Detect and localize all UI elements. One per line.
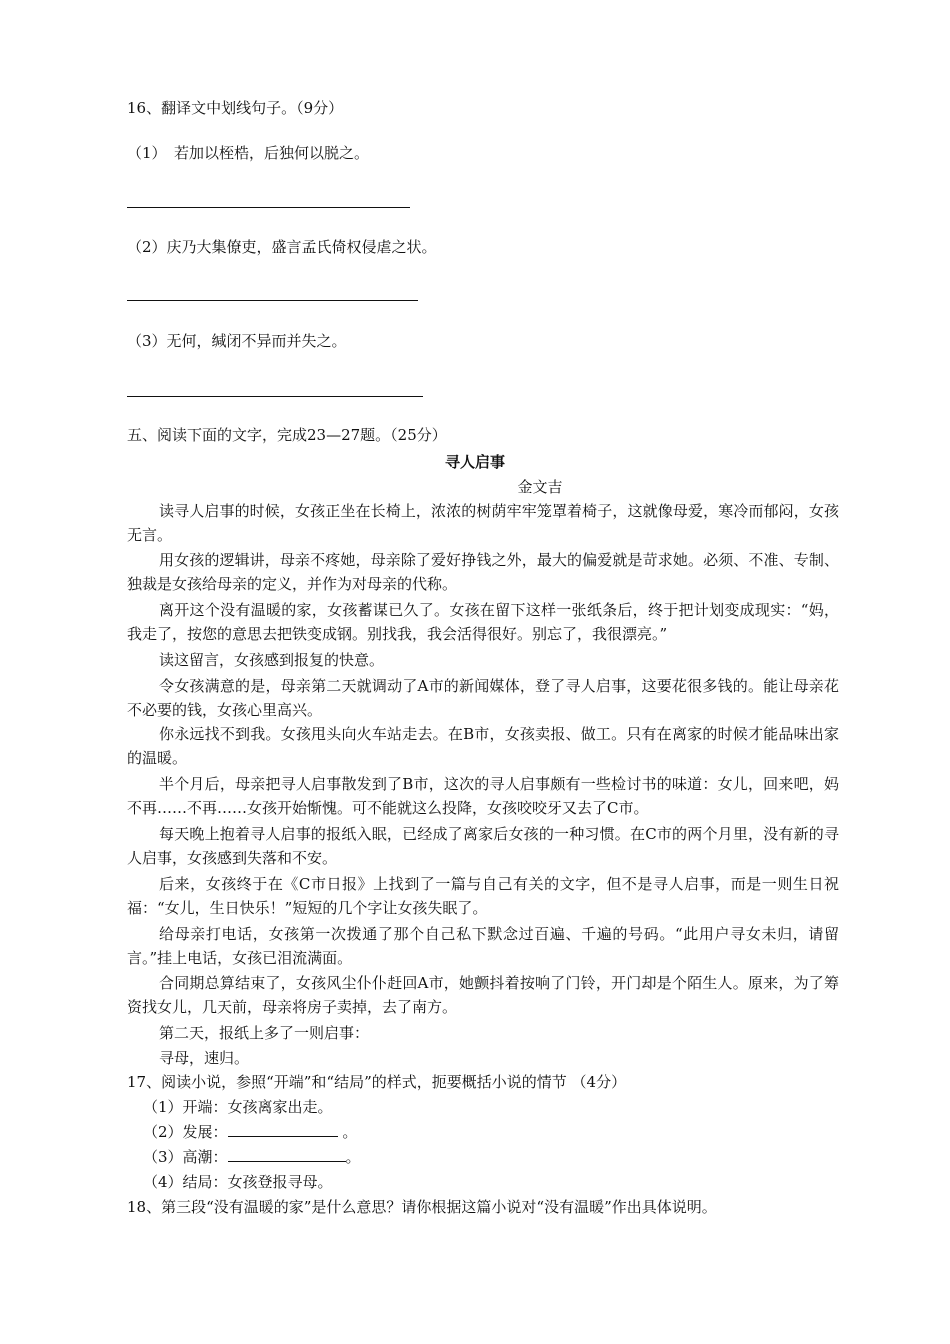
answer-line-3 xyxy=(127,396,423,397)
story-paragraph-10: 给母亲打电话，女孩第一次拨通了那个自己私下默念过百遍、千遍的号码。“此用户寻女未归，请留言。”挂上电话，女孩已泪流满面。 xyxy=(127,925,839,967)
story-title: 寻人启事 xyxy=(444,453,505,471)
q17-item-1 xyxy=(143,1096,333,1118)
story-author: 金文吉 xyxy=(517,478,563,496)
q17-item-3-suffix: 。 xyxy=(345,1148,361,1166)
story-paragraph-3: 离开这个没有温暖的家，女孩蓄谋已久了。女孩在留下这样一张纸条后，终于把计划变成现实：“妈，我走了，按您的意思去把铁变成钢。别找我，我会活得很好。别忘了，我很漂亮。” xyxy=(127,601,839,643)
q17-item-2 xyxy=(143,1121,357,1143)
q16-item-3: （3）无何，缄闭不异而并失之。 xyxy=(127,332,347,350)
story-paragraph-4: 读这留言，女孩感到报复的快意。 xyxy=(159,651,385,669)
q17-item-4-label: （4）结局：女孩登报寻母。 xyxy=(143,1173,333,1191)
story-paragraph-8: 每天晚上抱着寻人启事的报纸入眠，已经成了离家后女孩的一种习惯。在C市的两个月里，没有新的寻人启事，女孩感到失落和不安。 xyxy=(127,825,839,867)
q16-item-2: （2）庆乃大集僚吏，盛言孟氏倚权侵虐之状。 xyxy=(127,238,437,256)
story-paragraph-1: 读寻人启事的时候，女孩正坐在长椅上，浓浓的树荫牢牢笼罩着椅子，这就像母爱，寒冷而郁闷，女孩无言。 xyxy=(127,502,839,544)
q17-item-3-label: （3）高潮： xyxy=(143,1148,228,1166)
story-paragraph-9: 后来，女孩终于在《C市日报》上找到了一篇与自己有关的文字，但不是寻人启事，而是一则生日祝福：“女儿，生日快乐！”短短的几个字让女孩失眠了。 xyxy=(127,875,839,917)
story-paragraph-11: 合同期总算结束了，女孩风尘仆仆赶回A市，她颤抖着按响了门铃，开门却是个陌生人。原来，为了筹资找女儿，几天前，母亲将房子卖掉，去了南方。 xyxy=(127,974,839,1016)
fill-blank-climax[interactable] xyxy=(228,1147,346,1162)
q18-title: 18、第三段“没有温暖的家”是什么意思？请你根据这篇小说对“没有温暖”作出具体说明。 xyxy=(127,1198,717,1216)
q16-title: 16、翻译文中划线句子。（9分） xyxy=(127,99,344,117)
story-paragraph-6: 你永远找不到我。女孩甩头向火车站走去。在B市，女孩卖报、做工。只有在离家的时候才能品味出家的温暖。 xyxy=(127,725,839,767)
answer-line-1 xyxy=(127,207,410,208)
fill-blank-development[interactable] xyxy=(228,1122,338,1137)
q17-item-3 xyxy=(143,1146,361,1168)
q17-item-2-suffix: 。 xyxy=(337,1123,358,1141)
q17-item-4 xyxy=(143,1171,333,1193)
section5-heading: 五、阅读下面的文字，完成23—27题。（25分） xyxy=(127,426,447,444)
story-paragraph-7: 半个月后，母亲把寻人启事散发到了B市，这次的寻人启事颇有一些检讨书的味道：女儿，回来吧，妈不再……不再……女孩开始惭愧。可不能就这么投降，女孩咬咬牙又去了C市。 xyxy=(127,775,839,817)
q17-title: 17、阅读小说，参照“开端”和“结局”的样式，扼要概括小说的情节 （4分） xyxy=(127,1073,627,1091)
q17-item-2-label: （2）发展： xyxy=(143,1123,228,1141)
answer-line-2 xyxy=(127,300,418,301)
q17-item-1-label: （1）开端：女孩离家出走。 xyxy=(143,1098,333,1116)
story-paragraph-2: 用女孩的逻辑讲，母亲不疼她，母亲除了爱好挣钱之外，最大的偏爱就是苛求她。必须、不准、专制、独裁是女孩给母亲的定义，并作为对母亲的代称。 xyxy=(127,551,839,593)
story-paragraph-5: 令女孩满意的是，母亲第二天就调动了A市的新闻媒体，登了寻人启事，这要花很多钱的。能让母亲花不必要的钱，女孩心里高兴。 xyxy=(127,677,839,719)
q16-item-1: （1） 若加以桎梏，后独何以脱之。 xyxy=(127,144,370,162)
story-paragraph-12: 第二天，报纸上多了一则启事： xyxy=(159,1024,370,1042)
story-paragraph-13: 寻母，速归。 xyxy=(159,1049,250,1067)
